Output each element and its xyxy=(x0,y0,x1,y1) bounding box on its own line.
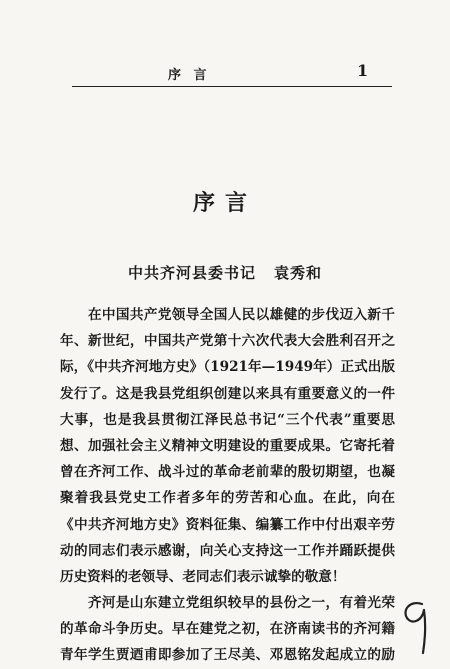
header-rule xyxy=(72,86,392,87)
handwritten-annotation xyxy=(398,596,434,656)
body-line: 曾在齐河工作、战斗过的革命老前辈的殷切期望，也凝 xyxy=(60,464,395,481)
body-line: 历史资料的老领导、老同志们表示诚挚的敬意！ xyxy=(60,568,346,585)
body-line: 《中共齐河地方史》资料征集、编纂工作中付出艰辛劳 xyxy=(60,516,395,533)
page-number: 1 xyxy=(357,61,369,80)
running-header xyxy=(0,0,450,90)
body-line: 青年学生贾迺甫即参加了王尽美、邓恩铭发起成立的励 xyxy=(60,647,395,664)
body-line: 齐河是山东建立党组织较早的县份之一，有着光荣 xyxy=(60,595,395,612)
body-line: 的革命斗争历史。早在建党之初，在济南读书的齐河籍 xyxy=(60,621,395,638)
body-line: 发行了。这是我县党组织创建以来具有重要意义的一件 xyxy=(60,385,395,402)
body-line: 大事，也是我县贯彻江泽民总书记“三个代表”重要思 xyxy=(60,411,395,428)
running-header-title: 序 言 xyxy=(168,68,211,83)
body-line: 聚着我县党史工作者多年的劳苦和心血。在此，向在 xyxy=(60,490,395,507)
body-text xyxy=(60,302,395,669)
chapter-title: 序言 xyxy=(192,190,257,216)
body-line: 际，《中共齐河地方史》（1921年—1949年）正式出版 xyxy=(60,359,395,376)
body-line: 在中国共产党领导全国人民以雄健的步伐迈入新千 xyxy=(60,307,395,323)
author-line xyxy=(0,262,450,283)
author-name: 袁秀和 xyxy=(274,264,323,282)
body-line: 年、新世纪，中国共产党第十六次代表大会胜利召开之 xyxy=(60,333,395,350)
body-line: 想、加强社会主义精神文明建设的重要成果。它寄托着 xyxy=(60,437,395,454)
author-position: 中共齐河县委书记 xyxy=(127,264,256,282)
body-line: 动的同志们表示感谢，向关心支持这一工作并踊跃提供 xyxy=(60,542,395,559)
